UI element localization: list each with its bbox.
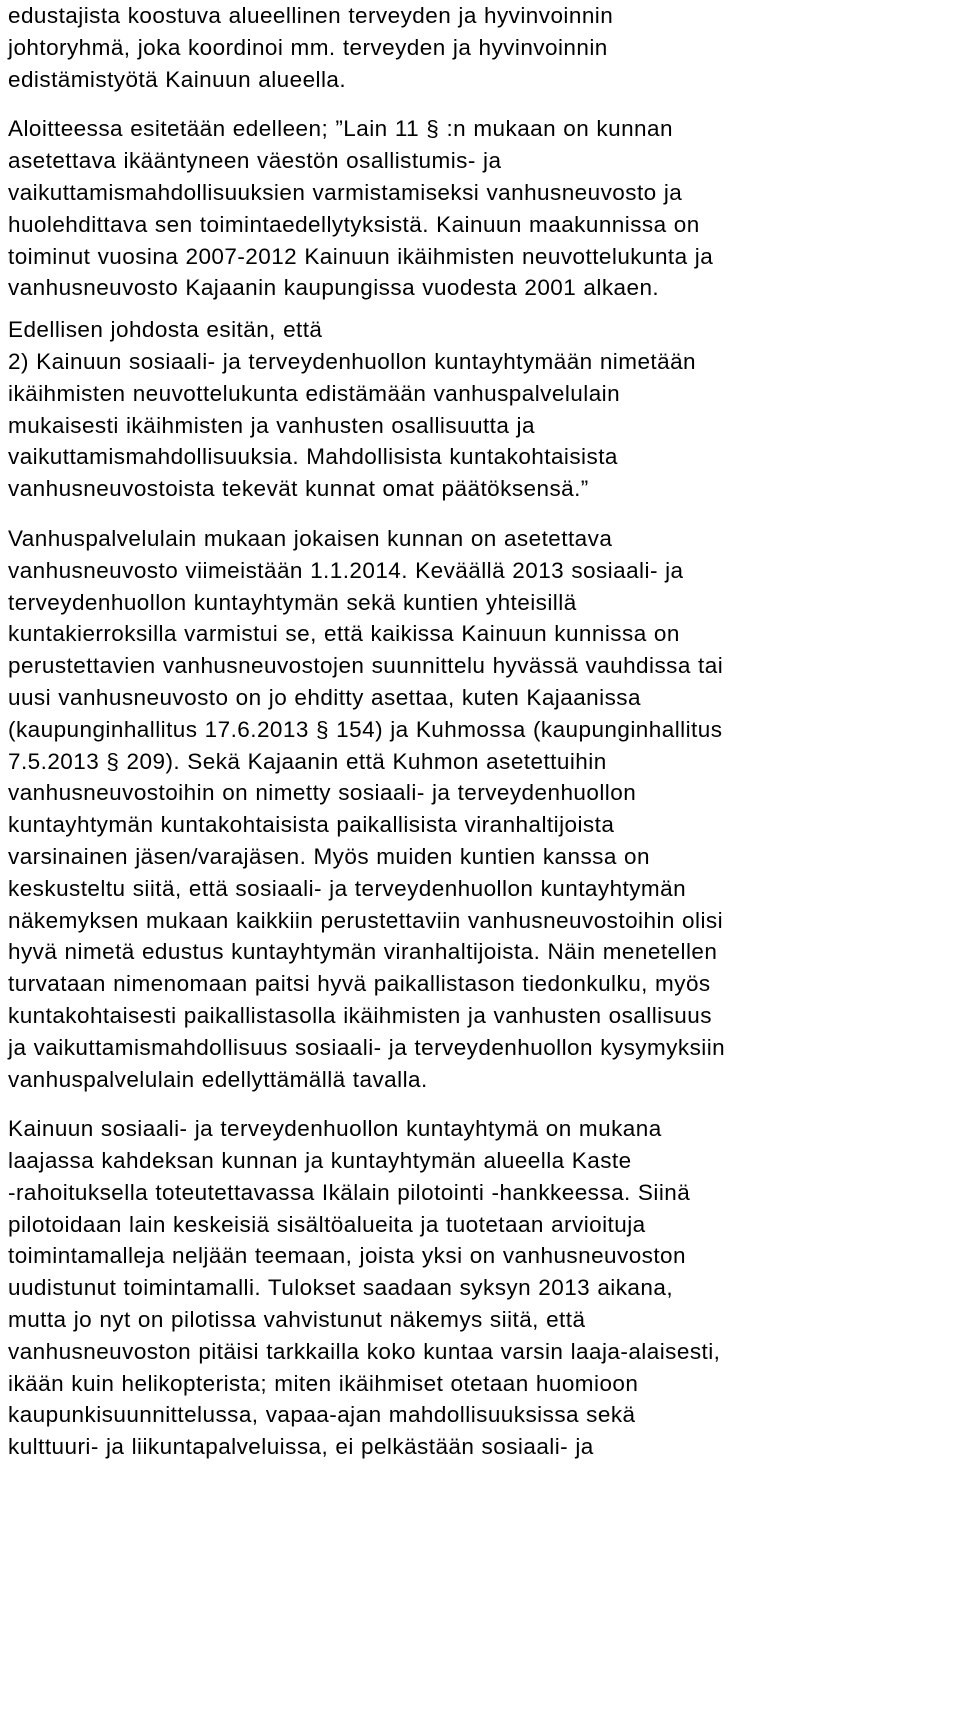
document-page xyxy=(8,0,960,1463)
text-line: vanhusneuvostoihin on nimetty sosiaali- ja terveydenhuollon xyxy=(8,780,637,806)
text-line: pilotoidaan lain keskeisiä sisältöalueita ja tuotetaan arvioituja xyxy=(8,1211,646,1237)
text-line: ikään kuin helikopterista; miten ikäihmiset otetaan huomioon xyxy=(8,1370,639,1396)
text-line: Kainuun sosiaali- ja terveydenhuollon kuntayhtymä on mukana xyxy=(8,1116,662,1142)
text-line: Aloitteessa esitetään edelleen; ”Lain 11 § :n mukaan on kunnan xyxy=(8,116,673,142)
text-line: ikäihmisten neuvottelukunta edistämään vanhuspalvelulain xyxy=(8,380,621,406)
text-line: keskusteltu siitä, että sosiaali- ja terveydenhuollon kuntayhtymän xyxy=(8,875,687,901)
text-line: näkemyksen mukaan kaikkiin perustettaviin vanhusneuvostoihin olisi xyxy=(8,907,724,933)
text-line: vanhusneuvosto Kajaanin kaupungissa vuodesta 2001 alkaen. xyxy=(8,275,660,301)
text-line: turvataan nimenomaan paitsi hyvä paikallistason tiedonkulku, myös xyxy=(8,971,711,997)
paragraph-gap xyxy=(8,1095,960,1113)
text-line: -rahoituksella toteutettavassa Ikälain pilotointi -hankkeessa. Siinä xyxy=(8,1179,691,1205)
text-line: toimintamalleja neljään teemaan, joista yksi on vanhusneuvoston xyxy=(8,1243,686,1269)
text-line: mutta jo nyt on pilotissa vahvistunut näkemys siitä, että xyxy=(8,1307,586,1333)
text-line: toiminut vuosina 2007-2012 Kainuun ikäihmisten neuvottelukunta ja xyxy=(8,243,714,269)
text-line: vaikuttamismahdollisuuksia. Mahdollisista kuntakohtaisista xyxy=(8,444,618,470)
text-line: vanhusneuvostoista tekevät kunnat omat päätöksensä.” xyxy=(8,476,589,502)
text-line: laajassa kahdeksan kunnan ja kuntayhtymän alueella Kaste xyxy=(8,1148,632,1174)
text-line: uusi vanhusneuvosto on jo ehditty asettaa, kuten Kajaanissa xyxy=(8,684,641,710)
text-line: kuntakierroksilla varmistui se, että kaikissa Kainuun kunnissa on xyxy=(8,621,680,647)
text-line: hyvä nimetä edustus kuntayhtymän viranhaltijoista. Näin menetellen xyxy=(8,939,718,965)
paragraph-gap xyxy=(8,304,960,314)
text-line: edustajista koostuva alueellinen terveyden ja hyvinvoinnin xyxy=(8,3,614,28)
text-line: kuntakohtaisesti paikallistasolla ikäihmisten ja vanhusten osallisuus xyxy=(8,1002,712,1028)
text-line: asetettava ikääntyneen väestön osallistumis- ja xyxy=(8,148,502,174)
paragraph-5 xyxy=(8,1113,960,1463)
text-line: ja vaikuttamismahdollisuus sosiaali- ja terveydenhuollon kysymyksiin xyxy=(8,1034,726,1060)
text-line: Edellisen johdosta esitän, että xyxy=(8,317,323,343)
text-line: kuntayhtymän kuntakohtaisista paikallisista viranhaltijoista xyxy=(8,812,615,838)
text-line: perustettavien vanhusneuvostojen suunnittelu hyvässä vauhdissa tai xyxy=(8,653,724,679)
text-line: Vanhuspalvelulain mukaan jokaisen kunnan on asetettava xyxy=(8,525,613,551)
text-line: varsinainen jäsen/varajäsen. Myös muiden kuntien kanssa on xyxy=(8,843,650,869)
text-line: kulttuuri- ja liikuntapalveluissa, ei pelkästään sosiaali- ja xyxy=(8,1434,594,1460)
text-line: johtoryhmä, joka koordinoi mm. terveyden ja hyvinvoinnin xyxy=(8,34,608,60)
text-line: vanhuspalvelulain edellyttämällä tavalla. xyxy=(8,1066,428,1092)
text-line: terveydenhuollon kuntayhtymän sekä kuntien yhteisillä xyxy=(8,589,577,615)
text-line: 7.5.2013 § 209). Sekä Kajaanin että Kuhmon asetettuihin xyxy=(8,748,607,774)
paragraph-3 xyxy=(8,314,960,505)
paragraph-gap xyxy=(8,95,960,113)
text-line: mukaisesti ikäihmisten ja vanhusten osallisuutta ja xyxy=(8,412,535,438)
text-line: (kaupunginhallitus 17.6.2013 § 154) ja Kuhmossa (kaupunginhallitus xyxy=(8,716,723,742)
paragraph-gap xyxy=(8,505,960,523)
paragraph-4 xyxy=(8,523,960,1095)
text-line: edistämistyötä Kainuun alueella. xyxy=(8,66,347,92)
text-line: vanhusneuvoston pitäisi tarkkailla koko kuntaa varsin laaja-alaisesti, xyxy=(8,1338,721,1364)
text-line: huolehdittava sen toimintaedellytyksistä. Kainuun maakunnissa on xyxy=(8,211,700,237)
paragraph-2 xyxy=(8,113,960,304)
text-line: vanhusneuvosto viimeistään 1.1.2014. Keväällä 2013 sosiaali- ja xyxy=(8,557,684,583)
paragraph-1 xyxy=(8,0,960,95)
text-line: vaikuttamismahdollisuuksien varmistamiseksi vanhusneuvosto ja xyxy=(8,179,683,205)
text-line: kaupunkisuunnittelussa, vapaa-ajan mahdollisuuksissa sekä xyxy=(8,1402,636,1428)
text-line: 2) Kainuun sosiaali- ja terveydenhuollon kuntayhtymään nimetään xyxy=(8,348,697,374)
text-line: uudistunut toimintamalli. Tulokset saadaan syksyn 2013 aikana, xyxy=(8,1275,674,1301)
